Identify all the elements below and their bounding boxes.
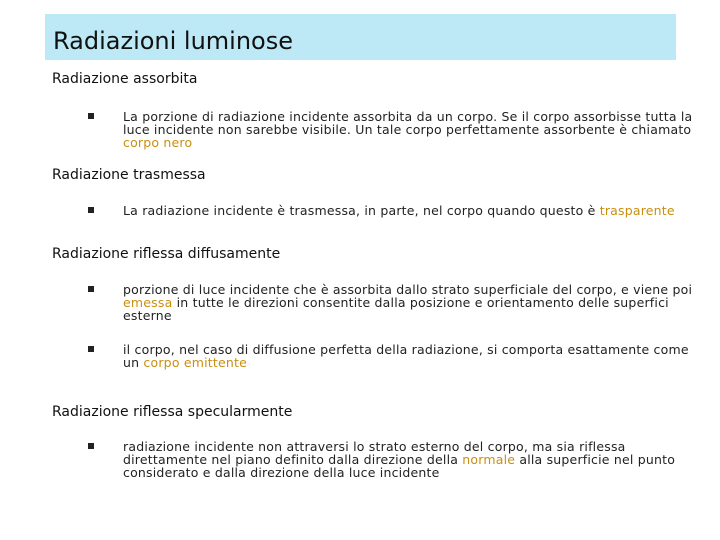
bullet-icon (88, 346, 94, 352)
bullet-icon (88, 286, 94, 292)
section-heading-riflessa-diffusamente: Radiazione riflessa diffusamente (52, 246, 281, 262)
bullet-text: La radiazione incidente è trasmessa, in parte, nel corpo quando questo è trasparente (123, 203, 675, 218)
section-heading-assorbita: Radiazione assorbita (52, 71, 198, 87)
bullet-icon (88, 207, 94, 213)
section-heading-riflessa-specularmente: Radiazione riflessa specularmente (52, 404, 293, 420)
bullet-icon (88, 113, 94, 119)
highlight-term: corpo nero (123, 135, 193, 150)
bullet-text: La porzione di radiazione incidente assorbita da un corpo. Se il corpo assorbisse tutta la luce incidente non sarebbe visibile. Un tale corpo perfettamente assorbente è chiamato corpo nero (123, 109, 693, 150)
highlight-term: trasparente (599, 203, 675, 218)
bullet-icon (88, 443, 94, 449)
title-bar (45, 14, 676, 60)
bullet-text: porzione di luce incidente che è assorbita dallo strato superficiale del corpo, e viene poi emessa in tutte le direzioni consentite dalla posizione e orientamento delle superfici esterne (123, 282, 693, 323)
highlight-term: normale (462, 452, 516, 467)
highlight-term: corpo emittente (143, 355, 247, 370)
slide-title: Radiazioni luminose (53, 27, 294, 55)
bullet-text: radiazione incidente non attraversi lo strato esterno del corpo, ma sia riflessa direttamente nel piano definito dalla direzione della normale alla superficie nel punto considerato e dalla direzione della luce incidente (123, 439, 676, 480)
section-heading-trasmessa: Radiazione trasmessa (52, 167, 206, 183)
bullet-text: il corpo, nel caso di diffusione perfetta della radiazione, si comporta esattamente come un corpo emittente (123, 342, 689, 370)
highlight-term: emessa (123, 295, 173, 310)
